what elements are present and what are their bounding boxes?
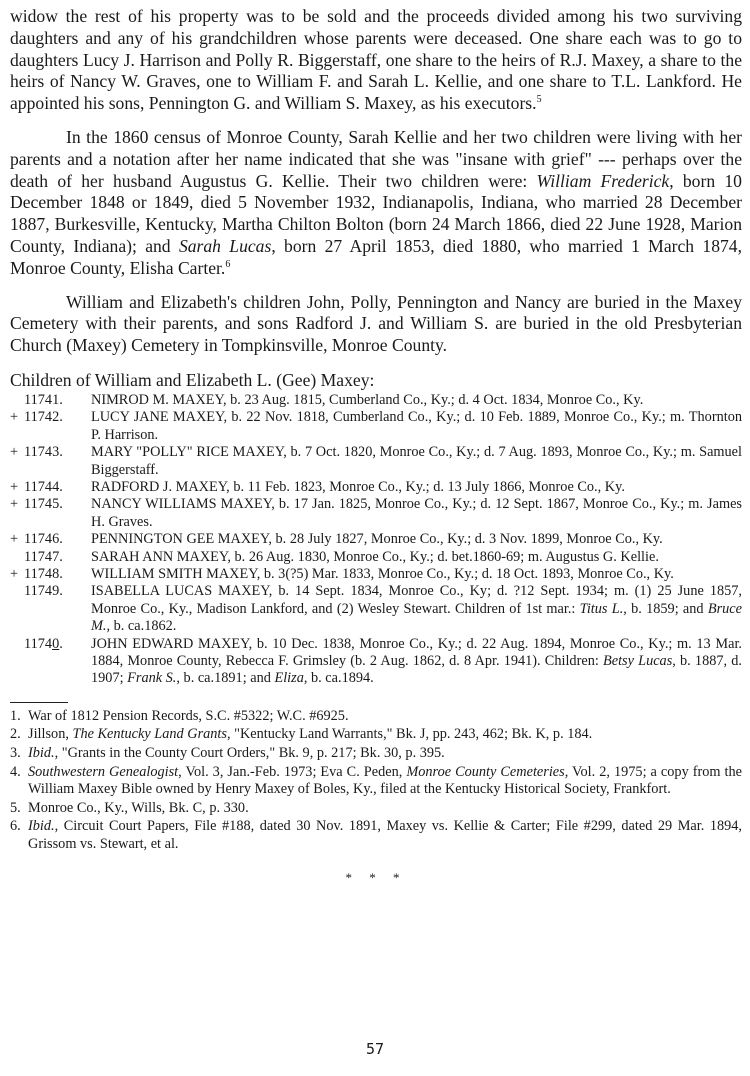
footnote-text: , Vol. 3, Jan.-Feb. 1973; Eva C. Peden, <box>178 763 407 780</box>
footnote <box>10 708 742 726</box>
child-number: 11747. <box>24 548 63 565</box>
child-entry <box>10 636 742 688</box>
footnote-text: , Circuit Court Papers, File #188, dated 30 Nov. 1891, Maxey vs. Kellie & Carter; File #299, dated 29 Mar. 1894, Grissom vs. Stewart, et al. <box>28 818 742 853</box>
descendant-marker: + <box>10 566 19 583</box>
section-separator: * * * <box>345 869 407 885</box>
children-list <box>10 392 742 688</box>
source-title: Southwestern Genealogist <box>28 763 179 780</box>
footnote-text: , "Kentucky Land Warrants," Bk. J, pp. 243, 462; Bk. K, p. 184. <box>226 726 593 743</box>
child-name-sarah-lucas: Sarah Lucas <box>178 235 272 256</box>
paragraph-will-text: widow the rest of his property was to be sold and the proceeds divided among his two surviving daughters and any of his grandchildren whose parents were deceased. One share each was to go to daughters Lucy J. Harrison and Polly R. Biggerstaff, one share to the heirs of R.J. Maxey, a share to the heirs of Nancy W. Graves, one to William F. and Sarah L. Kellie, and one share to T.L. Lankford. He appointed his sons, Pennington G. and William S. Maxey, as his executors. <box>10 6 742 114</box>
footnotes <box>10 708 742 854</box>
paragraph-census-text: , born 27 April 1853, died 1880, who married 1 March 1874, Monroe County, Elisha Carter. <box>10 235 743 278</box>
paragraph-burials <box>10 292 742 357</box>
grandchild-name: Titus L. <box>579 600 624 617</box>
child-text: MARY "POLLY" RICE MAXEY, b. 7 Oct. 1820, Monroe Co., Ky.; d. 7 Aug. 1893, Monroe Co., Ky.; m. Samuel Biggerstaff. <box>91 444 742 478</box>
source-title: Ibid. <box>28 818 55 835</box>
grandchild-name: Bruce M. <box>91 600 742 635</box>
footnote-ref-6: 6 <box>225 258 231 270</box>
source-title: Monroe County Cemeteries <box>406 763 565 780</box>
footnote <box>10 818 742 853</box>
descendant-marker: + <box>10 531 19 548</box>
descendant-marker: + <box>10 496 19 513</box>
paragraph-will <box>10 6 742 115</box>
child-text: NIMROD M. MAXEY, b. 23 Aug. 1815, Cumberland Co., Ky.; d. 4 Oct. 1834, Monroe Co., Ky. <box>91 391 644 408</box>
child-text: NANCY WILLIAMS MAXEY, b. 17 Jan. 1825, Monroe Co., Ky.; d. 12 Sept. 1867, Monroe Co., Ky.; m. James H. Graves. <box>91 496 742 530</box>
child-text: PENNINGTON GEE MAXEY, b. 28 July 1827, Monroe Co., Ky.; d. 3 Nov. 1899, Monroe Co., Ky. <box>91 531 663 548</box>
child-text: ISABELLA LUCAS MAXEY, b. 14 Sept. 1834, Monroe Co., Ky; d. ?12 Sept. 1934; m. (1) 25 June 1857, Monroe Co., Ky., Madison Lankford, and (2) Wesley Stewart. Children of 1st mar.: <box>91 583 742 617</box>
child-text: , b. ca.1862. <box>106 618 177 635</box>
footnote-text: , Vol. 2, 1975; a copy from the William Maxey Bible owned by Henry Maxey of Boles, Ky., filed at the Kentucky Historical Society, Frankfort. <box>28 763 742 798</box>
child-number: 11745. <box>24 496 63 513</box>
child-text: JOHN EDWARD MAXEY, b. 10 Dec. 1838, Monroe Co., Ky.; d. 22 Aug. 1894, Monroe Co., Ky.; m. 13 Mar. 1884, Monroe County, Rebecca F. Grimsley (b. 2 Aug. 1862, d. 8 Apr. 1941). Children: <box>91 635 742 670</box>
descendant-marker: + <box>10 444 19 461</box>
child-entry <box>10 444 742 479</box>
child-entry <box>10 479 742 496</box>
descendant-marker: + <box>10 409 19 426</box>
footnote <box>10 745 742 763</box>
child-text: SARAH ANN MAXEY, b. 26 Aug. 1830, Monroe Co., Ky.; d. bet.1860-69; m. Augustus G. Kellie. <box>91 548 659 565</box>
footnote-text: Jillson, <box>28 726 73 743</box>
child-entry <box>10 566 742 583</box>
child-number: 11742. <box>24 409 63 426</box>
footnote-text: , "Grants in the County Court Orders," Bk. 9, p. 217; Bk. 30, p. 395. <box>54 745 445 762</box>
footnote <box>10 800 742 818</box>
footnote-ref-5: 5 <box>536 94 542 106</box>
source-title: Ibid. <box>28 745 55 762</box>
child-text: , b. 1887, d. 1907; <box>91 653 742 687</box>
child-text: , b. ca.1894. <box>303 670 374 687</box>
child-number: 11741. <box>24 391 63 408</box>
footnote-number: 5. <box>10 799 21 816</box>
child-number: 11746. <box>24 531 63 548</box>
paragraph-burials-text: William and Elizabeth's children John, Polly, Pennington and Nancy are buried in the Maxey Cemetery with their parents, and sons Radford J. and William S. are buried in the old Presbyterian Church (Maxey) Cemetery in Tompkinsville, Monroe County. <box>10 291 742 356</box>
footnote-number: 3. <box>10 745 21 762</box>
footnote-number: 1. <box>10 707 21 724</box>
child-number: 11749. <box>24 583 63 600</box>
child-number: 11743. <box>24 444 63 461</box>
child-name-william-frederick: William Frederick <box>536 170 670 191</box>
child-entry <box>10 496 742 531</box>
footnote <box>10 726 742 744</box>
child-entry <box>10 409 742 444</box>
paragraph-census-text: , born 10 December 1848 or 1849, died 5 November 1932, Indianapolis, Indiana, who married 28 December 1887, Burkesville, Kentucky, Martha Chilton Bolton (born 24 March 1866, died 22 June 1928, Marion County, Indiana); and <box>10 170 742 256</box>
footnote-number: 2. <box>10 726 21 743</box>
page-number: 57 <box>365 1040 385 1058</box>
child-entry <box>10 583 742 635</box>
child-text: RADFORD J. MAXEY, b. 11 Feb. 1823, Monroe Co., Ky.; d. 13 July 1866, Monroe Co., Ky. <box>91 478 625 495</box>
child-text: , b. ca.1891; and <box>176 670 275 687</box>
source-title: The Kentucky Land Grants <box>72 726 227 743</box>
paragraph-census <box>10 127 742 280</box>
child-number: 11748. <box>24 566 63 583</box>
child-text: WILLIAM SMITH MAXEY, b. 3(?5) Mar. 1833, Monroe Co., Ky.; d. 18 Oct. 1893, Monroe Co., Ky. <box>91 566 674 583</box>
children-heading: Children of William and Elizabeth L. (Gee) Maxey: <box>10 369 375 390</box>
child-entry <box>10 531 742 548</box>
child-text: , b. 1859; and <box>623 600 708 617</box>
footnote-number: 6. <box>10 818 21 835</box>
grandchild-name: Betsy Lucas <box>602 653 673 670</box>
footnote <box>10 764 742 799</box>
child-number: 11740. <box>24 635 63 652</box>
child-entry <box>10 392 742 409</box>
footnote-number: 4. <box>10 763 21 780</box>
child-entry <box>10 549 742 566</box>
grandchild-name: Eliza <box>274 670 304 687</box>
footnote-divider <box>10 702 68 703</box>
child-number: 11744. <box>24 478 63 495</box>
grandchild-name: Frank S. <box>127 670 177 687</box>
descendant-marker: + <box>10 478 19 495</box>
child-text: LUCY JANE MAXEY, b. 22 Nov. 1818, Cumberland Co., Ky.; d. 10 Feb. 1889, Monroe Co., Ky.; m. Thornton P. Harrison. <box>91 409 742 443</box>
document-page <box>10 6 742 886</box>
paragraph-census-text: In the 1860 census of Monroe County, Sarah Kellie and her two children were living with her parents and a notation after her name indicated that she was "insane with grief" --- perhaps over the death of her husband Augustus G. Kellie. Their two children were: <box>10 126 742 191</box>
footnote-text: Monroe Co., Ky., Wills, Bk. C, p. 330. <box>28 799 249 816</box>
footnote-text: War of 1812 Pension Records, S.C. #5322; W.C. #6925. <box>28 707 349 724</box>
